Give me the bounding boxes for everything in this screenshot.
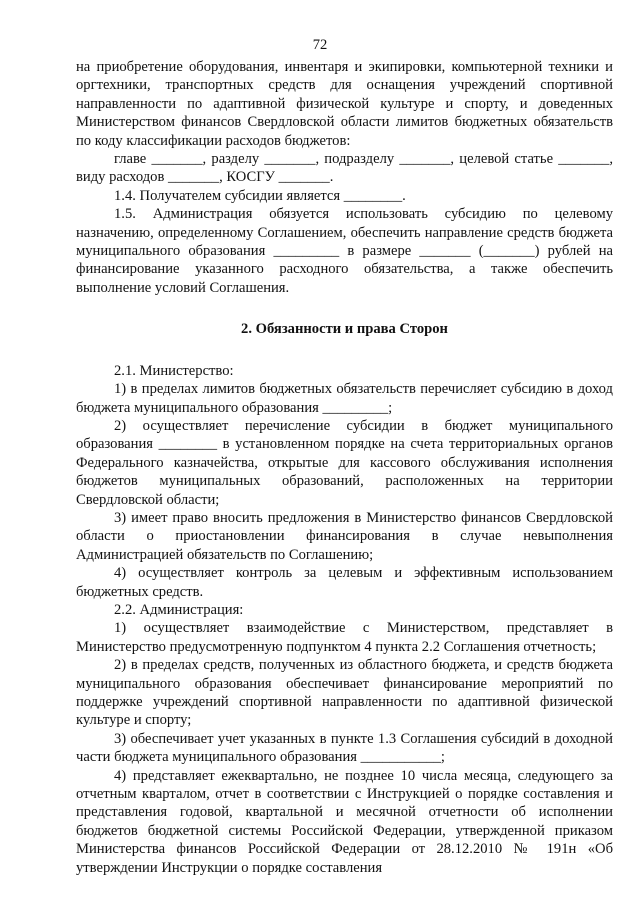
page-number: 72	[312, 37, 328, 53]
paragraph: 3) имеет право вносить предложения в Министерство финансов Свердловской области о приостановлении финансирования в случае невыполнения Администрацией обязательств по Соглашению;	[76, 509, 613, 563]
paragraph: 2) в пределах средств, полученных из областного бюджета, и средств бюджета муниципального образования обеспечивает финансирование мероприятий по поддержке учреждений спортивной направленности по адаптивной физической культуре и спорту;	[76, 657, 613, 729]
paragraph: 1.4. Получателем субсидии является ________.	[114, 187, 406, 204]
paragraph: 2.1. Министерство:	[114, 362, 234, 379]
paragraph-group-2	[76, 362, 613, 877]
paragraph: 1) осуществляет взаимодействие с Министерством, представляет в Министерство предусмотренную подпунктом 4 пункта 2.2 Соглашения отчетность;	[76, 620, 613, 655]
paragraph: 1) в пределах лимитов бюджетных обязательств перечисляет субсидию в доход бюджета муниципального образования _________;	[76, 381, 613, 416]
paragraph: 3) обеспечивает учет указанных в пункте 1.3 Соглашения субсидий в доходной части бюджета муниципального образования ___________;	[76, 730, 613, 766]
paragraph: 2.2. Администрация:	[114, 601, 244, 618]
paragraph: на приобретение оборудования, инвентаря и экипировки, компьютерной техники и оргтехники, транспортных средств для оснащения учреждений спортивной направленности по адаптивной физической культуре и спорту, и доведенных Министерством финансов Свердловской области лимитов бюджетных обязательств по коду классификации расходов бюджетов:	[76, 59, 613, 149]
paragraph-group-1	[76, 58, 613, 297]
paragraph: 1.5. Администрация обязуется использовать субсидию по целевому назначению, определенному Соглашением, обеспечить направление средств бюджета муниципального образования _________ в размере _______ (_______) рублей на финансирование указанного расходного обязательства, а также обеспечить выполнение условий Соглашения.	[76, 206, 613, 296]
paragraph: 4) осуществляет контроль за целевым и эффективным использованием бюджетных средств.	[76, 565, 613, 600]
document-body	[76, 58, 613, 877]
paragraph: главе _______, разделу _______, подразделу _______, целевой статье _______, виду расходов _______, КОСГУ _______.	[76, 151, 613, 186]
paragraph: 4) представляет ежеквартально, не позднее 10 числа месяца, следующего за отчетным кварталом, отчет в соответствии с Инструкцией о порядке составления и представления годовой, квартальной и месячной отчетности об исполнении бюджетов бюджетной системы Российской Федерации, утвержденной приказом Министерства финансов Российской Федерации от 28.12.2010 № 191н «Об утверждении Инструкции о порядке составления	[76, 767, 613, 876]
section-heading: 2. Обязанности и права Сторон	[241, 321, 448, 338]
paragraph: 2) осуществляет перечисление субсидии в бюджет муниципального образования ________ в установленном порядке на счета территориальных органов Федерального казначейства, открытые для кассового обслуживания исполнения бюджетов муниципальных образований, расположенных на территории Свердловской области;	[76, 417, 613, 508]
